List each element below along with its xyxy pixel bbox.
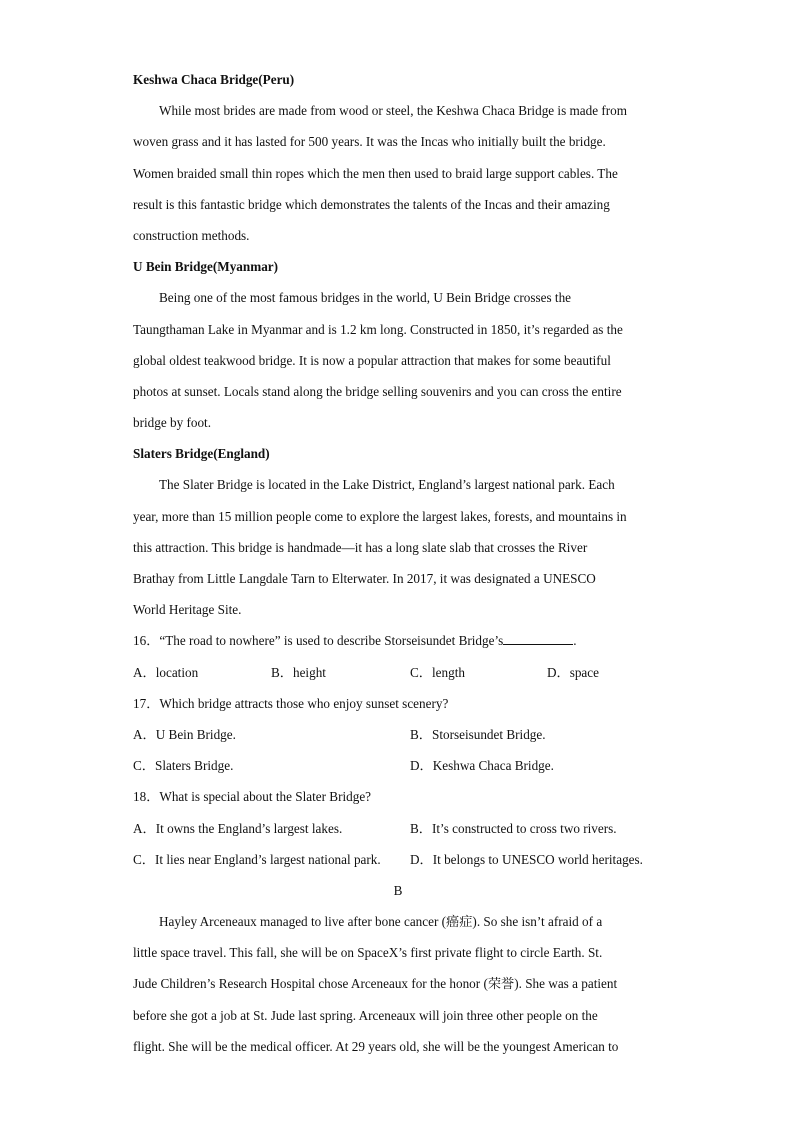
paragraph-line: flight. She will be the medical officer. At 29 years old, she will be the youngest American to	[133, 1038, 619, 1054]
question-18-stem: 18．What is special about the Slater Bridge?	[133, 789, 372, 805]
paragraph-line: Brathay from Little Langdale Tarn to Elterwater. In 2017, it was designated a UNESCO	[133, 571, 596, 586]
paragraph-line: Women braided small thin ropes which the men then used to braid large support cables. The	[133, 165, 618, 181]
question-18-options-row1	[133, 813, 663, 844]
paragraph-line: Taungthaman Lake in Myanmar and is 1.2 km long. Constructed in 1850, it’s regarded as the	[133, 321, 623, 337]
question-16-options	[133, 657, 663, 688]
option-d: D．space	[547, 664, 599, 680]
paragraph-line: construction methods.	[133, 227, 250, 243]
paragraph-line: before she got a job at St. Jude last spring. Arceneaux will join three other people on the	[133, 1007, 598, 1023]
paragraph-line: Hayley Arceneaux managed to live after bone cancer (癌症). So she isn’t afraid of a	[159, 914, 603, 930]
question-17-stem: 17．Which bridge attracts those who enjoy sunset scenery?	[133, 695, 449, 711]
paragraph-line: Being one of the most famous bridges in the world, U Bein Bridge crosses the	[159, 290, 572, 306]
option-b: B．Storseisundet Bridge.	[410, 726, 546, 742]
paragraph-line: woven grass and it has lasted for 500 years. It was the Incas who initially built the bridge.	[133, 134, 606, 150]
answer-blank	[503, 631, 573, 645]
paragraph-line: The Slater Bridge is located in the Lake District, England’s largest national park. Each	[159, 477, 615, 493]
paragraph-line: bridge by foot.	[133, 415, 212, 431]
paragraph-line: photos at sunset. Locals stand along the bridge selling souvenirs and you can cross the entire	[133, 383, 622, 399]
paragraph-line: Jude Children’s Research Hospital chose Arceneaux for the honor (荣誉). She was a patient	[133, 976, 618, 992]
paragraph-line: World Heritage Site.	[133, 602, 242, 618]
option-d: D．Keshwa Chaca Bridge.	[410, 758, 554, 774]
question-16-text: 16．“The road to nowhere” is used to describe Storseisundet Bridge’s	[133, 633, 504, 649]
option-c: C．Slaters Bridge.	[133, 758, 234, 774]
paragraph-line: While most brides are made from wood or steel, the Keshwa Chaca Bridge is made from	[159, 103, 628, 119]
paragraph-line: year, more than 15 million people come to explore the largest lakes, forests, and mountains in	[133, 508, 627, 524]
paragraph-line: result is this fantastic bridge which demonstrates the talents of the Incas and their amazing	[133, 196, 610, 212]
question-16-end: .	[573, 633, 577, 649]
option-d: D．It belongs to UNESCO world heritages.	[410, 851, 643, 867]
option-a: A．It owns the England’s largest lakes.	[133, 820, 343, 836]
option-a: A．U Bein Bridge.	[133, 726, 236, 742]
document-content	[133, 64, 663, 1062]
option-c: C．It lies near England’s largest national park.	[133, 851, 381, 867]
option-c: C．length	[410, 664, 465, 680]
question-17-options-row1	[133, 719, 663, 750]
option-a: A．location	[133, 664, 199, 680]
option-b: B．height	[271, 664, 326, 680]
paragraph-line: this attraction. This bridge is handmade—it has a long slate slab that crosses the River	[133, 539, 588, 555]
question-17-options-row2	[133, 750, 663, 781]
question-18-options-row2	[133, 844, 663, 875]
paragraph-line: little space travel. This fall, she will be on SpaceX’s first private flight to circle Earth. St.	[133, 945, 603, 961]
section-heading-slaters: Slaters Bridge(England)	[133, 446, 270, 462]
section-heading-ubein: U Bein Bridge(Myanmar)	[133, 259, 279, 275]
section-heading-keshwa: Keshwa Chaca Bridge(Peru)	[133, 72, 295, 87]
question-16-stem	[133, 625, 663, 656]
part-b-label: B	[393, 882, 403, 898]
option-b: B．It’s constructed to cross two rivers.	[410, 820, 617, 836]
paragraph-line: global oldest teakwood bridge. It is now a popular attraction that makes for some beautiful	[133, 352, 611, 368]
